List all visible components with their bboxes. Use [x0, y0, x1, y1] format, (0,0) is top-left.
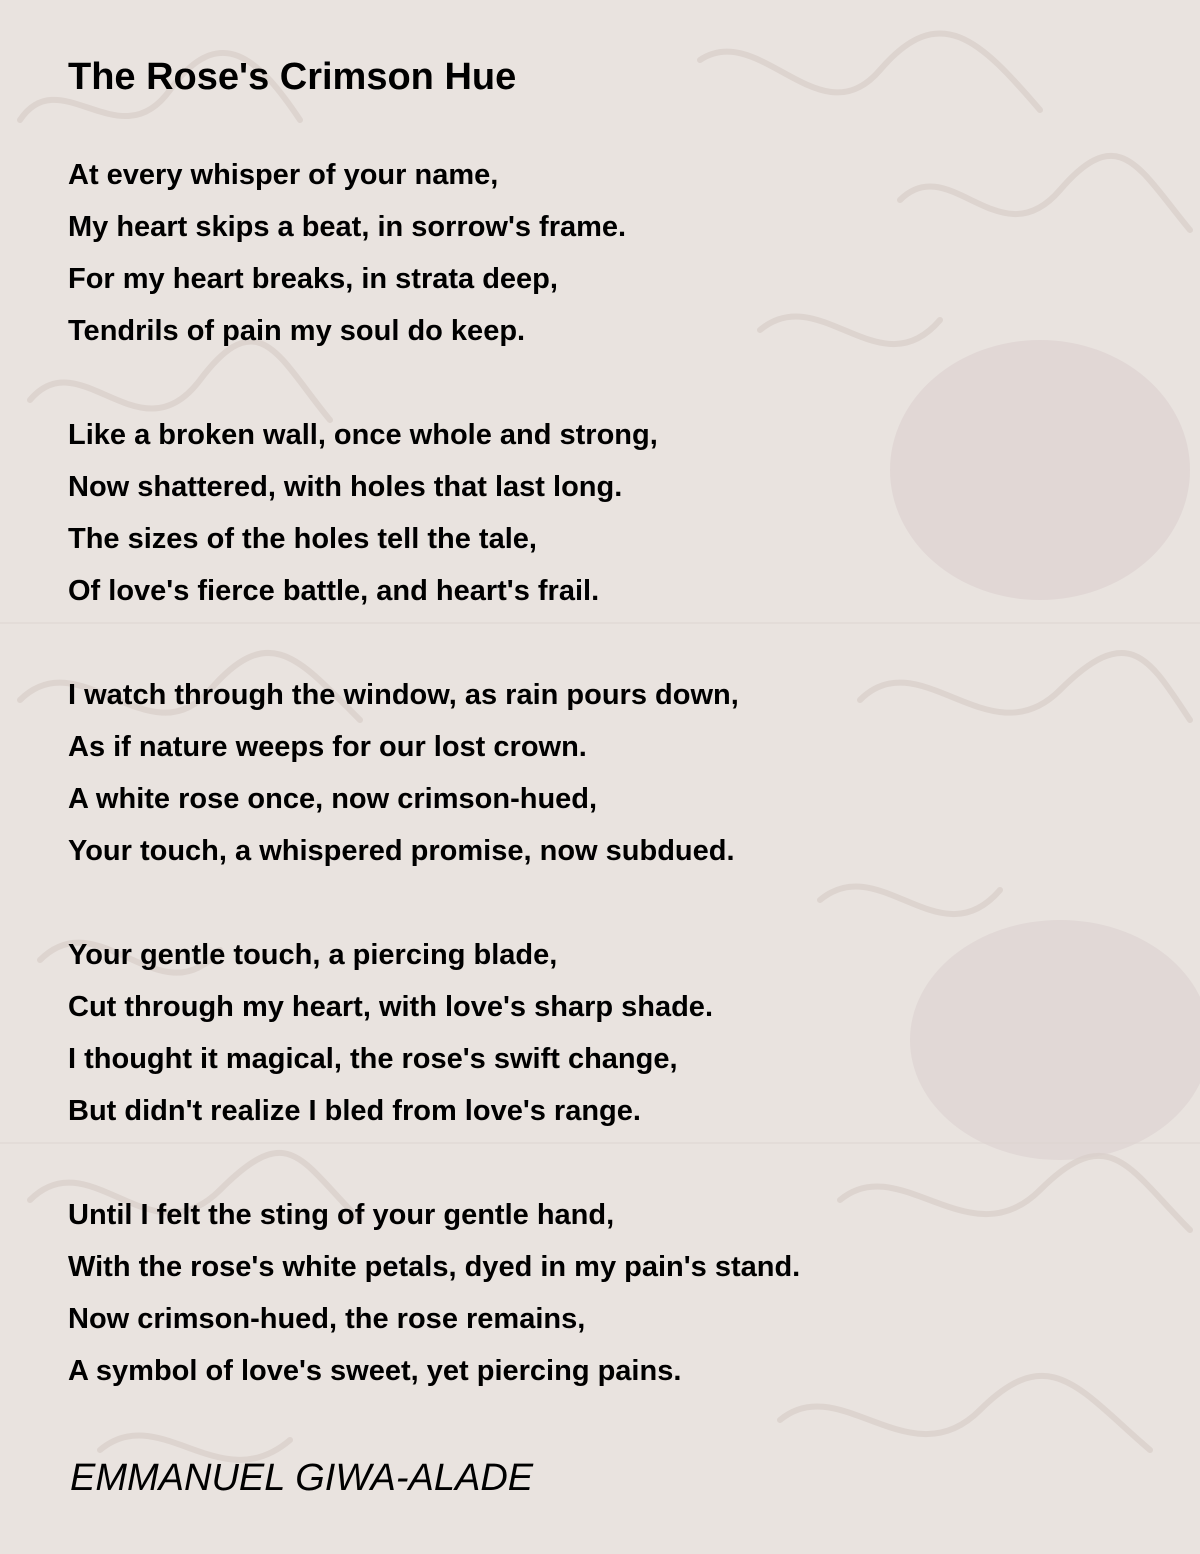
- poem-line: As if nature weeps for our lost crown.: [68, 731, 587, 763]
- poem-author: EMMANUEL GIWA-ALADE: [70, 1457, 534, 1499]
- poem-line: Your gentle touch, a piercing blade,: [68, 939, 558, 971]
- stanza-5: [68, 1189, 800, 1397]
- poem-line: My heart skips a beat, in sorrow's frame.: [68, 211, 627, 243]
- poem-line: But didn't realize I bled from love's range.: [68, 1095, 641, 1127]
- poem-line: With the rose's white petals, dyed in my pain's stand.: [68, 1251, 801, 1283]
- stanza-3: [68, 669, 739, 877]
- poem-line: The sizes of the holes tell the tale,: [68, 523, 537, 555]
- poem-line: At every whisper of your name,: [68, 159, 499, 191]
- poem-line: For my heart breaks, in strata deep,: [68, 263, 558, 295]
- poem-title: The Rose's Crimson Hue: [68, 56, 517, 98]
- poem-line: Your touch, a whispered promise, now subdued.: [68, 835, 735, 867]
- poem-line: A symbol of love's sweet, yet piercing pains.: [68, 1355, 682, 1387]
- poem-line: Of love's fierce battle, and heart's frail.: [68, 575, 600, 607]
- poem-line: Now shattered, with holes that last long.: [68, 471, 623, 503]
- poem-line: Tendrils of pain my soul do keep.: [68, 315, 526, 347]
- poem-line: Now crimson-hued, the rose remains,: [68, 1303, 586, 1335]
- poem-line: Cut through my heart, with love's sharp shade.: [68, 991, 713, 1023]
- poem-line: Like a broken wall, once whole and strong,: [68, 419, 658, 451]
- stanza-4: [68, 929, 713, 1137]
- poem-line: Until I felt the sting of your gentle hand,: [68, 1199, 615, 1231]
- stanza-2: [68, 409, 658, 617]
- poem-line: I watch through the window, as rain pours down,: [68, 679, 739, 711]
- poem-line: I thought it magical, the rose's swift change,: [68, 1043, 678, 1075]
- stanza-1: [68, 149, 626, 357]
- poem-line: A white rose once, now crimson-hued,: [68, 783, 598, 815]
